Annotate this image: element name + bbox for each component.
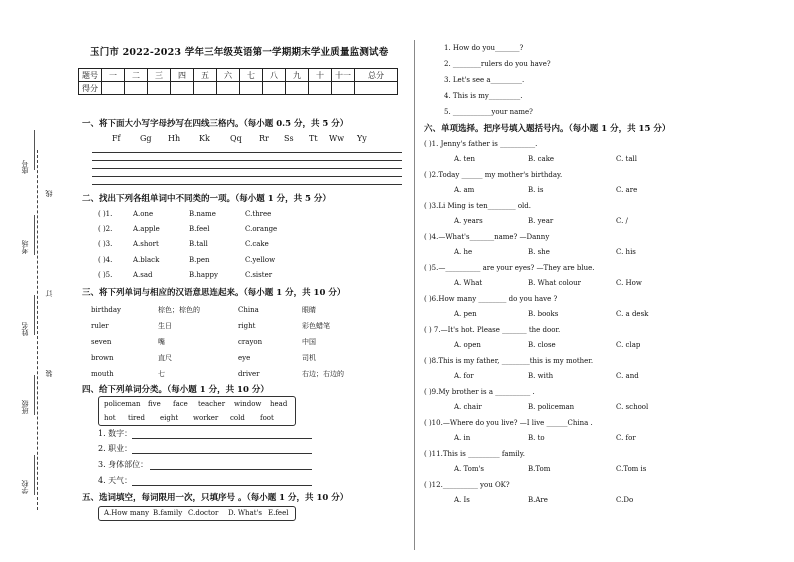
s3-english-word[interactable]: right [238,322,256,330]
s3-chinese-meaning[interactable]: 七 [158,370,165,378]
category-label: 1. 数字： [98,429,133,438]
s6-option: C. and [616,372,639,380]
s6-question[interactable]: ( )1. Jenny's father is __________. [424,140,538,148]
s3-chinese-meaning[interactable]: 直尺 [158,354,172,362]
s2-item-number[interactable]: ( )4. [98,256,113,264]
s6-option: A. chair [454,403,482,411]
score-input-cell[interactable] [102,82,125,95]
s2-option: A.short [133,240,159,248]
s2-option: B.happy [189,271,218,279]
letter-pair: Kk [199,134,210,143]
s3-english-word[interactable]: mouth [91,370,114,378]
letter-pair: Qq [230,134,242,143]
word-bank-word: face [173,400,188,408]
s3-english-word[interactable]: brown [91,354,114,362]
s6-option: C. clap [616,341,641,349]
s6-option: C. school [616,403,649,411]
score-input-cell[interactable] [286,82,309,95]
section6-heading: 六、单项选择。把序号填入题括号内。（每小题 1 分，共 15 分） [424,124,671,134]
score-header-cell: 三 [148,69,171,82]
s5-item[interactable]: 4. This is my_________. [444,92,523,100]
s6-option: A. years [454,217,483,225]
score-input-cell[interactable] [309,82,332,95]
writing-line[interactable] [92,152,402,153]
s6-option: C. / [616,217,628,225]
score-table-score-row [79,82,398,95]
word-bank-word: tired [128,414,146,422]
s3-english-word[interactable]: driver [238,370,260,378]
s6-question[interactable]: ( )11.This is _________ family. [424,450,525,458]
section4-heading: 四、给下列单词分类。（每小题 1 分，共 10 分） [82,385,269,395]
score-input-cell[interactable] [194,82,217,95]
s6-option: B. with [528,372,554,380]
s6-option: A. for [454,372,474,380]
s2-item-number[interactable]: ( )3. [98,240,113,248]
s3-chinese-meaning[interactable]: 中国 [302,338,316,346]
s6-option: A. ten [454,155,475,163]
s6-option: B. policeman [528,403,575,411]
score-input-cell[interactable] [125,82,148,95]
word-bank-word: hot [104,414,116,422]
word-bank-word: worker [193,414,219,422]
seat-no-field[interactable] [34,130,41,170]
s5-option: B.family [153,509,183,517]
gutter-seat-no-label: 座号 [21,160,29,174]
s6-option: B.Tom [528,465,551,473]
section1-heading: 一、将下面大小写字母抄写在四线三格内。（每小题 0.5 分，共 5 分） [82,119,349,129]
score-input-cell[interactable] [332,82,355,95]
s6-option: A. open [454,341,481,349]
gutter-exam-no-label: 考场 [21,240,29,254]
section5-heading: 五、选词填空，每词限用一次，只填序号 。（每小题 1 分，共 10 分） [82,493,349,503]
s3-english-word[interactable]: seven [91,338,112,346]
s5-option: C.doctor [188,509,219,517]
gutter-class-label: 班级 [21,400,29,414]
letter-pair: Yy [357,134,367,143]
s6-option: C. are [616,186,638,194]
gutter-name-label: 姓名 [21,322,29,336]
letter-pair: Hh [168,134,181,143]
score-header-cell: 九 [286,69,309,82]
s6-option: A. Is [454,496,470,504]
s6-option: B.Are [528,496,548,504]
score-header-cell: 十一 [332,69,355,82]
category-label: 4. 天气： [98,476,133,485]
word-bank-word: cold [230,414,245,422]
score-header-cell: 四 [171,69,194,82]
s3-english-word[interactable]: crayon [238,338,263,346]
score-header-cell: 二 [125,69,148,82]
s3-chinese-meaning[interactable]: 嘴 [158,338,165,346]
word-bank-word: policeman [104,400,141,408]
s2-option: B.name [189,210,216,218]
word-bank-word: eight [160,414,179,422]
score-input-cell[interactable] [217,82,240,95]
word-bank-word: head [270,400,288,408]
s6-option: B. books [528,310,559,318]
letter-pair: Ww [329,134,345,143]
score-input-cell[interactable] [148,82,171,95]
s5-item[interactable]: 5. ___________your name? [444,108,533,116]
s3-english-word[interactable]: eye [238,354,251,362]
word-bank-word: five [148,400,161,408]
letter-pair: Rr [259,134,269,143]
gutter-school-label: 学校 [21,480,29,494]
s6-question[interactable]: ( )3.Li Ming is ten________ old. [424,202,532,210]
s6-question[interactable]: ( )9.My brother is a __________ . [424,388,535,396]
score-header-cell: 题号 [79,69,102,82]
s3-chinese-meaning[interactable]: 司机 [302,354,316,362]
s5-item[interactable]: 2. ________rulers do you have? [444,60,551,68]
section2-heading: 二、找出下列各组单词中不同类的一项。（每小题 1 分，共 5 分） [82,194,331,204]
s3-english-word[interactable]: ruler [91,322,109,330]
s2-item-number[interactable]: ( )2. [98,225,113,233]
s3-chinese-meaning[interactable]: 生日 [158,322,172,330]
score-header-cell: 八 [263,69,286,82]
s3-english-word[interactable]: China [238,306,259,314]
s2-item-number[interactable]: ( )5. [98,271,113,279]
s6-option: B. is [528,186,544,194]
score-input-cell[interactable] [240,82,263,95]
score-input-cell[interactable] [171,82,194,95]
s2-option: A.sad [133,271,153,279]
s5-option: A.How many [104,509,150,517]
s6-question[interactable]: ( )6.How many ________ do you have ? [424,295,558,303]
s6-question[interactable]: ( ) 7.—It's hot. Please _______ the door. [424,326,561,334]
s6-option: B. year [528,217,554,225]
category-answer-line[interactable] [150,469,312,470]
score-table [78,68,398,95]
letter-pair: Ss [284,134,294,143]
s3-chinese-meaning[interactable]: 右边；右边的 [302,370,344,378]
s6-question[interactable]: ( )2.Today ______ my mother's birthday. [424,171,563,179]
letter-pair: Gg [140,134,152,143]
writing-line[interactable] [92,168,402,169]
section3-heading: 三、将下列单词与相应的汉语意思连起来。（每小题 1 分，共 10 分） [82,288,346,298]
s2-option: A.one [133,210,154,218]
score-header-cell: 五 [194,69,217,82]
score-header-cell: 总分 [355,69,398,82]
word-bank-word: window [234,400,262,408]
score-header-cell: 六 [217,69,240,82]
column-divider [414,40,415,550]
s2-option: C.yellow [245,256,276,264]
s6-option: A. in [454,434,471,442]
seal-line-mark-1: 线 [45,190,53,197]
s6-question[interactable]: ( )5.—__________ are your eyes? —They are blue. [424,264,595,272]
writing-line[interactable] [92,184,402,185]
score-header-cell: 七 [240,69,263,82]
s6-option: A. Tom's [454,465,484,473]
writing-line[interactable] [92,176,402,177]
s2-item-number[interactable]: ( )1. [98,210,113,218]
s2-option: C.three [245,210,272,218]
s5-option: E.feel [268,509,289,517]
s2-option: A.black [133,256,160,264]
s5-item[interactable]: 1. How do you_______? [444,44,524,52]
score-header-cell: 十 [309,69,332,82]
word-bank-word: foot [260,414,274,422]
s2-option: B.feel [189,225,210,233]
s3-chinese-meaning[interactable]: 棕色；棕色的 [158,306,200,314]
score-input-cell[interactable] [355,82,398,95]
s6-option: B. close [528,341,556,349]
score-table-header-row [79,69,398,82]
s6-option: B. to [528,434,545,442]
s2-option: C.orange [245,225,278,233]
s6-question[interactable]: ( )12.__________ you OK? [424,481,510,489]
exam-title: 玉门市 2022-2023 学年三年级英语第一学期期末学业质量监测试卷 [90,47,389,58]
class-field[interactable] [34,375,41,415]
seal-line-mark-2: 订 [45,290,53,297]
word-bank-word: teacher [198,400,226,408]
s6-option: A. am [454,186,475,194]
category-answer-line[interactable] [132,438,312,439]
s6-option: C. How [616,279,642,287]
school-field[interactable] [34,455,41,495]
s6-option: C. a desk [616,310,649,318]
s2-option: C.cake [245,240,269,248]
s3-chinese-meaning[interactable]: 眼睛 [302,306,316,314]
s2-option: B.tall [189,240,208,248]
s6-option: C. tall [616,155,638,163]
score-input-cell[interactable] [263,82,286,95]
score-header-cell: 一 [102,69,125,82]
s6-option: A. pen [454,310,477,318]
s3-english-word[interactable]: birthday [91,306,121,314]
s5-option: D. What's [228,509,263,517]
s6-option: A. he [454,248,473,256]
letter-pair: Ff [112,134,121,143]
letter-pair: Tt [309,134,318,143]
s2-option: B.pen [189,256,210,264]
s6-question[interactable]: ( )10.—Where do you live? —I live ______China . [424,419,593,427]
s2-option: C.sister [245,271,273,279]
category-answer-line[interactable] [132,485,312,486]
writing-line[interactable] [92,160,402,161]
exam-no-field[interactable] [34,215,41,255]
s6-question[interactable]: ( )4.—What's_______name? —Danny [424,233,550,241]
score-row-label: 得分 [79,82,102,95]
s6-option: A. What [454,279,483,287]
s3-chinese-meaning[interactable]: 彩色蜡笔 [302,322,330,330]
name-field[interactable] [34,295,41,335]
s6-option: C.Do [616,496,634,504]
category-answer-line[interactable] [132,453,312,454]
category-label: 3. 身体部位： [98,460,149,469]
s6-option: B. cake [528,155,555,163]
category-label: 2. 职业： [98,444,133,453]
s2-option: A.apple [133,225,160,233]
s6-option: C.Tom is [616,465,647,473]
s6-option: C. his [616,248,636,256]
seal-line-mark-3: 装 [45,370,53,377]
s6-option: C. for [616,434,636,442]
s5-item[interactable]: 3. Let's see a_________. [444,76,525,84]
s6-question[interactable]: ( )8.This is my father, ________this is my mother. [424,357,594,365]
s6-option: B. What colour [528,279,581,287]
s6-option: B. she [528,248,550,256]
